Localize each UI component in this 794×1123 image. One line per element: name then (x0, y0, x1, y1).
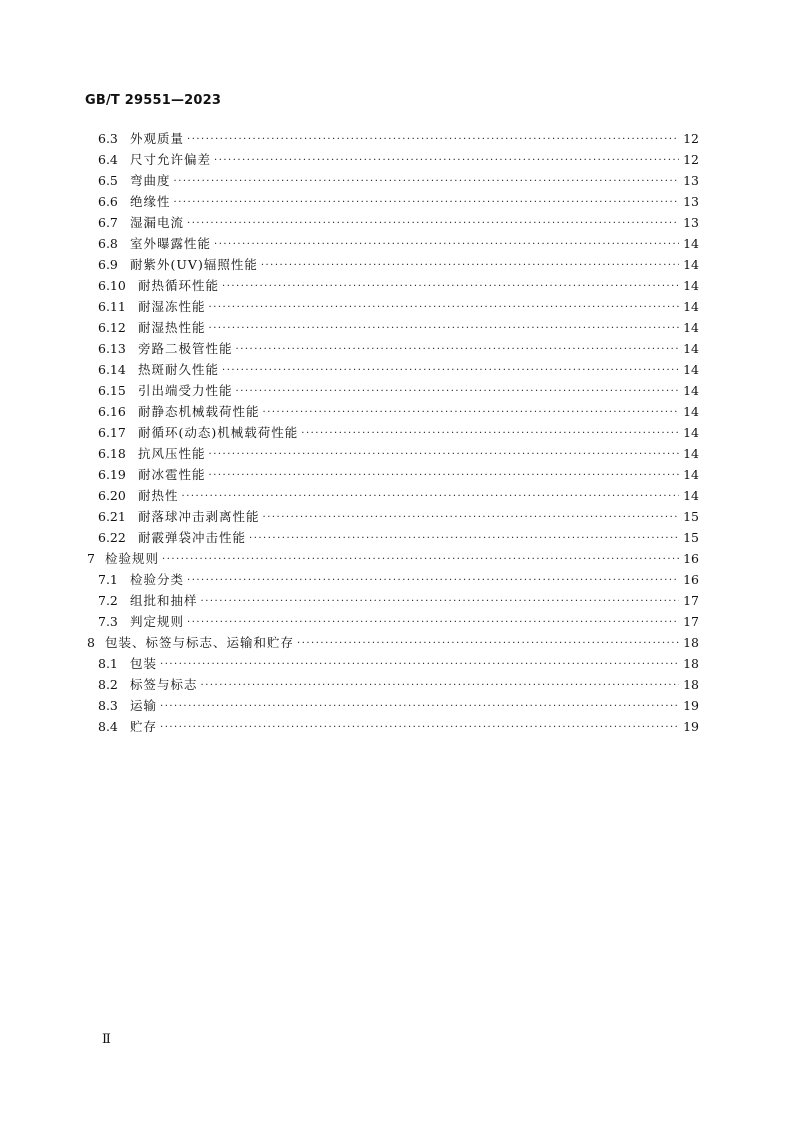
toc-entry-number: 6.12 (98, 320, 126, 335)
toc-entry-number: 6.3 (98, 131, 118, 146)
toc-entry[interactable] (0, 360, 794, 381)
toc-entry-page: 14 (683, 467, 699, 482)
toc-entry-number: 6.7 (98, 215, 118, 230)
toc-dot-leader (182, 487, 679, 507)
toc-dot-leader (236, 340, 679, 360)
toc-entry-number: 6.10 (98, 278, 126, 293)
toc-entry[interactable] (0, 423, 794, 444)
toc-dot-leader (174, 172, 679, 192)
toc-entry-page: 14 (683, 299, 699, 314)
toc-entry-title: 外观质量 (130, 131, 185, 146)
toc-entry-page: 13 (683, 194, 699, 209)
toc-entry-page: 14 (683, 446, 699, 461)
toc-entry-page: 14 (683, 341, 699, 356)
toc-entry-title: 室外曝露性能 (130, 236, 212, 251)
toc-entry-title: 尺寸允许偏差 (130, 152, 212, 167)
toc-entry-page: 14 (683, 362, 699, 377)
toc-entry-title: 抗风压性能 (138, 446, 206, 461)
toc-entry-title: 耐紫外(UV)辐照性能 (130, 257, 258, 272)
toc-entry[interactable] (0, 276, 794, 297)
toc-dot-leader (263, 508, 679, 528)
toc-entry-number: 6.22 (98, 530, 126, 545)
toc-entry-title: 引出端受力性能 (138, 383, 233, 398)
toc-entry-title: 耐热循环性能 (138, 278, 220, 293)
toc-entry-number: 6.19 (98, 467, 126, 482)
toc-entry[interactable] (0, 129, 794, 150)
toc-entry-number: 6.16 (98, 404, 126, 419)
toc-entry[interactable] (0, 570, 794, 591)
toc-dot-leader (222, 361, 679, 381)
toc-entry-title: 热斑耐久性能 (138, 362, 220, 377)
toc-entry-title: 耐热性 (138, 488, 179, 503)
toc-dot-leader (214, 151, 679, 171)
toc-dot-leader (301, 424, 679, 444)
toc-dot-leader (214, 235, 679, 255)
toc-dot-leader (160, 697, 679, 717)
toc-dot-leader (209, 466, 679, 486)
toc-entry-title: 判定规则 (130, 614, 185, 629)
toc-entry[interactable] (0, 696, 794, 717)
toc-entry-page: 14 (683, 257, 699, 272)
toc-dot-leader (209, 445, 679, 465)
toc-entry-page: 19 (683, 698, 699, 713)
toc-entry-number: 8 (87, 635, 95, 650)
toc-entry[interactable] (0, 612, 794, 633)
toc-entry-title: 耐循环(动态)机械载荷性能 (138, 425, 299, 440)
toc-entry[interactable] (0, 465, 794, 486)
toc-entry-number: 6.13 (98, 341, 126, 356)
toc-entry-number: 7.1 (98, 572, 118, 587)
toc-entry[interactable] (0, 255, 794, 276)
toc-entry-title: 耐冰雹性能 (138, 467, 206, 482)
toc-entry-title: 耐湿冻性能 (138, 299, 206, 314)
toc-entry-page: 14 (683, 383, 699, 398)
toc-entry[interactable] (0, 150, 794, 171)
toc-entry[interactable] (0, 213, 794, 234)
toc-entry-page: 14 (683, 404, 699, 419)
toc-entry-number: 7.3 (98, 614, 118, 629)
toc-dot-leader (209, 298, 679, 318)
toc-entry[interactable] (0, 444, 794, 465)
toc-entry-title: 弯曲度 (130, 173, 171, 188)
toc-entry-title: 旁路二极管性能 (138, 341, 233, 356)
toc-dot-leader (249, 529, 679, 549)
toc-entry-number: 6.21 (98, 509, 126, 524)
toc-entry[interactable] (0, 528, 794, 549)
toc-entry-page: 16 (683, 551, 699, 566)
toc-entry-page: 17 (683, 614, 699, 629)
toc-entry-number: 6.11 (98, 299, 126, 314)
toc-dot-leader (187, 214, 679, 234)
toc-entry-number: 6.5 (98, 173, 118, 188)
toc-dot-leader (187, 130, 679, 150)
table-of-contents (0, 129, 794, 738)
toc-dot-leader (187, 613, 679, 633)
toc-entry-title: 耐霰弹袋冲击性能 (138, 530, 247, 545)
toc-entry[interactable] (0, 486, 794, 507)
toc-entry-number: 7 (87, 551, 95, 566)
toc-entry-page: 14 (683, 236, 699, 251)
toc-entry[interactable] (0, 171, 794, 192)
toc-entry-title: 湿漏电流 (130, 215, 185, 230)
toc-entry-number: 6.4 (98, 152, 118, 167)
toc-entry[interactable] (0, 549, 794, 570)
toc-entry[interactable] (0, 654, 794, 675)
toc-entry[interactable] (0, 675, 794, 696)
toc-entry-number: 8.1 (98, 656, 118, 671)
toc-dot-leader (201, 592, 679, 612)
toc-dot-leader (162, 550, 679, 570)
toc-entry-page: 12 (683, 152, 699, 167)
toc-entry-title: 标签与标志 (130, 677, 198, 692)
toc-entry-title: 包装 (130, 656, 158, 671)
toc-entry-number: 6.17 (98, 425, 126, 440)
toc-entry-number: 7.2 (98, 593, 118, 608)
toc-entry-page: 13 (683, 215, 699, 230)
toc-entry[interactable] (0, 318, 794, 339)
toc-entry-page: 14 (683, 425, 699, 440)
toc-dot-leader (187, 571, 679, 591)
toc-entry[interactable] (0, 297, 794, 318)
toc-entry-title: 运输 (130, 698, 158, 713)
toc-entry-page: 14 (683, 488, 699, 503)
toc-entry-title: 包装、标签与标志、运输和贮存 (105, 635, 295, 650)
toc-entry-number: 6.8 (98, 236, 118, 251)
toc-entry-page: 18 (683, 677, 699, 692)
toc-entry[interactable] (0, 591, 794, 612)
toc-entry-title: 耐落球冲击剥离性能 (138, 509, 260, 524)
toc-entry[interactable] (0, 507, 794, 528)
toc-entry[interactable] (0, 339, 794, 360)
toc-entry-number: 6.6 (98, 194, 118, 209)
toc-dot-leader (174, 193, 679, 213)
toc-entry-title: 检验规则 (105, 551, 160, 566)
toc-entry-title: 绝缘性 (130, 194, 171, 209)
standard-number-header: GB/T 29551—2023 (85, 93, 222, 108)
toc-dot-leader (160, 718, 679, 738)
toc-entry-page: 13 (683, 173, 699, 188)
toc-entry[interactable] (0, 234, 794, 255)
toc-dot-leader (222, 277, 679, 297)
toc-entry-number: 6.15 (98, 383, 126, 398)
toc-entry-number: 8.4 (98, 719, 118, 734)
toc-entry-number: 8.3 (98, 698, 118, 713)
toc-entry[interactable] (0, 633, 794, 654)
toc-entry-page: 18 (683, 635, 699, 650)
toc-dot-leader (160, 655, 679, 675)
page-number-footer: Ⅱ (102, 1032, 111, 1047)
toc-entry-number: 6.14 (98, 362, 126, 377)
toc-entry-title: 组批和抽样 (130, 593, 198, 608)
toc-entry-number: 6.18 (98, 446, 126, 461)
toc-dot-leader (209, 319, 679, 339)
toc-entry-number: 6.9 (98, 257, 118, 272)
toc-dot-leader (261, 256, 679, 276)
toc-dot-leader (297, 634, 679, 654)
toc-entry[interactable] (0, 402, 794, 423)
toc-entry-page: 14 (683, 278, 699, 293)
toc-entry[interactable] (0, 192, 794, 213)
toc-entry-title: 耐静态机械载荷性能 (138, 404, 260, 419)
toc-entry-title: 耐湿热性能 (138, 320, 206, 335)
toc-entry[interactable] (0, 381, 794, 402)
toc-entry-page: 18 (683, 656, 699, 671)
toc-entry[interactable] (0, 717, 794, 738)
toc-entry-title: 检验分类 (130, 572, 185, 587)
toc-entry-page: 16 (683, 572, 699, 587)
toc-entry-page: 15 (683, 530, 699, 545)
toc-entry-page: 12 (683, 131, 699, 146)
toc-entry-page: 15 (683, 509, 699, 524)
toc-entry-number: 8.2 (98, 677, 118, 692)
toc-entry-page: 19 (683, 719, 699, 734)
toc-entry-number: 6.20 (98, 488, 126, 503)
toc-dot-leader (236, 382, 679, 402)
toc-dot-leader (201, 676, 679, 696)
toc-entry-page: 17 (683, 593, 699, 608)
toc-dot-leader (263, 403, 679, 423)
toc-entry-title: 贮存 (130, 719, 158, 734)
toc-entry-page: 14 (683, 320, 699, 335)
